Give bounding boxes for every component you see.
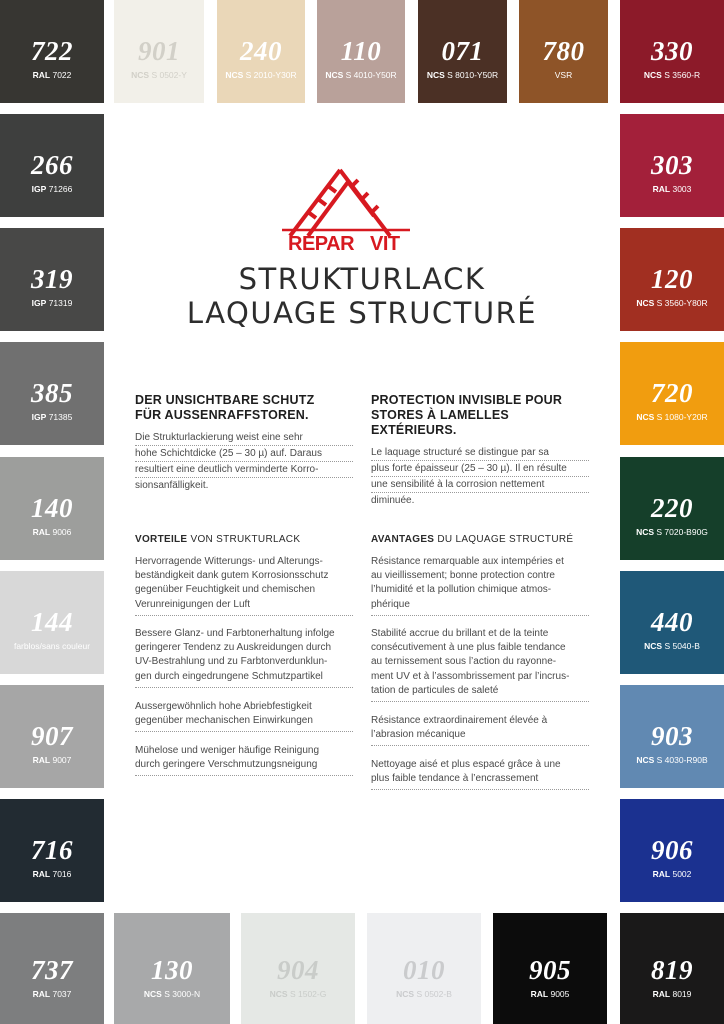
color-swatch	[0, 228, 104, 331]
color-swatch	[317, 0, 405, 103]
swatch-system: NCS	[636, 527, 655, 537]
swatch-system: RAL	[652, 184, 671, 194]
swatch-code-value: 7022	[52, 70, 72, 80]
swatch-code	[317, 70, 405, 80]
swatch-code-value: S 3560-Y80R	[656, 298, 708, 308]
de-advantages-heading: VORTEILE VON STRUKTURLACK	[135, 534, 301, 545]
title-line-1: STRUKTURLACK	[238, 262, 486, 296]
swatch-code	[620, 641, 724, 651]
swatch-number: 220	[651, 493, 693, 523]
swatch-code	[0, 412, 104, 422]
color-swatch	[418, 0, 507, 103]
swatch-system: NCS	[131, 70, 150, 80]
swatch-code	[114, 989, 230, 999]
swatch-number: 720	[651, 378, 693, 408]
color-swatch	[493, 913, 607, 1024]
color-swatch	[620, 228, 724, 331]
color-swatch	[0, 913, 104, 1024]
logo-text-right: VIT	[370, 233, 400, 252]
swatch-system: NCS	[143, 989, 162, 999]
de-intro	[135, 430, 353, 493]
swatch-code	[519, 70, 608, 80]
swatch-code-value: S 0502-Y	[151, 70, 187, 80]
swatch-code	[620, 298, 724, 308]
swatch-code	[0, 641, 104, 651]
color-swatch	[620, 571, 724, 674]
swatch-number: 819	[651, 955, 693, 985]
reparvit-logo	[278, 166, 418, 252]
swatch-number: 110	[340, 36, 382, 66]
swatch-code-value: S 2010-Y30R	[245, 70, 297, 80]
swatch-code-value: S 3560-R	[664, 70, 701, 80]
swatch-number: 906	[651, 835, 693, 865]
swatch-code	[114, 70, 204, 80]
swatch-number: 071	[441, 36, 484, 66]
de-heading	[135, 393, 353, 423]
swatch-number: 901	[138, 36, 180, 66]
color-swatch	[620, 685, 724, 788]
swatch-system: RAL	[32, 527, 51, 537]
swatch-code	[0, 184, 104, 194]
swatch-code	[0, 989, 104, 999]
swatch-code-value: farblos/sans couleur	[13, 641, 91, 651]
swatch-number: 330	[651, 36, 693, 66]
de-heading-line-1: DER UNSICHTBARE SCHUTZ	[135, 393, 315, 407]
swatch-number: 907	[31, 721, 73, 751]
swatch-number: 904	[277, 955, 319, 985]
de-intro-line: Die Strukturlackierung weist eine sehr	[135, 430, 353, 446]
swatch-number: 144	[31, 607, 73, 637]
swatch-code	[367, 989, 481, 999]
swatch-code-value: 71266	[48, 184, 73, 194]
swatch-code-value: 5002	[672, 869, 692, 879]
swatch-number: 716	[31, 835, 73, 865]
fr-advantage-item: Résistance remarquable aux intempéries et au vieillissement; bonne protection contre l’humidité et la pollution chimique atmos- phérique	[371, 555, 589, 616]
color-swatch	[0, 457, 104, 560]
fr-intro-line: plus forte épaisseur (25 – 30 µ). Il en résulte	[371, 461, 589, 477]
swatch-system: RAL	[32, 989, 51, 999]
swatch-code-value: 7016	[52, 869, 72, 879]
fr-advantages-heading: AVANTAGES DU LAQUAGE STRUCTURÉ	[371, 534, 574, 545]
fr-heading-line-1: PROTECTION INVISIBLE POUR	[371, 393, 563, 407]
logo-text-left: REPAR	[288, 233, 355, 252]
de-advantage-item: Bessere Glanz- und Farbtonerhaltung infolge geringerer Tendenz zu Auskreidungen durch UV-Bestrahlung und zu Farbtonverdunklun- gen durch eingedrungene Schmutzpartikel	[135, 627, 353, 688]
swatch-code-value: S 1502-G	[289, 989, 327, 999]
swatch-code	[620, 989, 724, 999]
swatch-number: 130	[151, 955, 193, 985]
color-swatch	[114, 0, 204, 103]
swatch-code-value: 71319	[48, 298, 73, 308]
de-advantage-item: Aussergewöhnlich hohe Abriebfestigkeit gegenüber mechanischen Einwirkungen	[135, 700, 353, 732]
swatch-code-value: 9007	[52, 755, 72, 765]
de-advantage-item: Mühelose und weniger häufige Reinigung durch geringere Verschmutzungsneigung	[135, 744, 353, 776]
fr-intro-line: Le laquage structuré se distingue par sa	[371, 445, 589, 461]
swatch-system: NCS	[269, 989, 288, 999]
fr-advantage-item: Nettoyage aisé et plus espacé grâce à une plus faible tendance à l’encrassement	[371, 758, 589, 790]
swatch-code-value: S 8010-Y50R	[447, 70, 499, 80]
color-swatch	[114, 913, 230, 1024]
swatch-number: 737	[31, 955, 73, 985]
swatch-code-value: S 1080-Y20R	[656, 412, 708, 422]
de-intro-line: resultiert eine deutlich verminderte Korro-	[135, 462, 353, 478]
swatch-code	[620, 755, 724, 765]
fr-intro-line: diminuée.	[371, 495, 415, 506]
french-column	[371, 393, 589, 793]
swatch-code	[241, 989, 355, 999]
swatch-system: RAL	[32, 755, 51, 765]
swatch-number: 385	[31, 378, 73, 408]
swatch-system: NCS	[225, 70, 244, 80]
color-swatch	[519, 0, 608, 103]
swatch-code	[0, 70, 104, 80]
fr-advantage-item: Stabilité accrue du brillant et de la teinte consécutivement à une plus faible tendance au ternissement sous l’action du rayonne- ment UV et à l’assombrissement par l’incrus- tation de particules de saleté	[371, 627, 589, 702]
de-intro-line: hohe Schichtdicke (25 – 30 µ) auf. Daraus	[135, 446, 353, 462]
swatch-number: 722	[31, 36, 73, 66]
swatch-code-value: S 4030-R90B	[656, 755, 708, 765]
swatch-code	[620, 527, 724, 537]
color-swatch	[620, 342, 724, 445]
color-swatch	[0, 685, 104, 788]
swatch-code-value: 7037	[52, 989, 72, 999]
color-swatch	[620, 114, 724, 217]
swatch-system: NCS	[636, 755, 655, 765]
swatch-code	[620, 70, 724, 80]
swatch-code-value: VSR	[554, 70, 573, 80]
swatch-code-value: S 3000-N	[164, 989, 201, 999]
swatch-code-value: S 5040-B	[664, 641, 700, 651]
swatch-code	[493, 989, 607, 999]
swatch-number: 140	[31, 493, 73, 523]
swatch-code-value: S 4010-Y50R	[345, 70, 397, 80]
title-line-2: LAQUAGE STRUCTURÉ	[186, 296, 538, 330]
swatch-code-value: 9006	[52, 527, 72, 537]
swatch-number: 266	[31, 150, 73, 180]
swatch-system: NCS	[396, 989, 415, 999]
swatch-number: 240	[240, 36, 282, 66]
swatch-number: 440	[651, 607, 693, 637]
color-swatch	[0, 114, 104, 217]
swatch-system: RAL	[652, 989, 671, 999]
swatch-system: IGP	[31, 412, 47, 422]
fr-intro-line: une sensibilité à la corrosion nettement	[371, 477, 589, 493]
swatch-code	[620, 412, 724, 422]
swatch-number: 780	[542, 36, 585, 66]
de-intro-line: sionsanfälligkeit.	[135, 480, 209, 491]
swatch-number: 303	[651, 150, 693, 180]
de-advantage-item: Hervorragende Witterungs- und Alterungs- beständigkeit dank gutem Korrosionsschutz gegenüber Feuchtigkeit und chemischen Verunreinigungen der Luft	[135, 555, 353, 616]
swatch-system: NCS	[636, 412, 655, 422]
swatch-code-value: 71385	[48, 412, 73, 422]
color-swatch	[0, 0, 104, 103]
swatch-system: NCS	[644, 641, 663, 651]
swatch-system: RAL	[32, 869, 51, 879]
fr-heading	[371, 393, 589, 438]
swatch-system: NCS	[325, 70, 344, 80]
swatch-system: RAL	[32, 70, 51, 80]
swatch-code	[620, 869, 724, 879]
swatch-system: IGP	[31, 298, 47, 308]
color-swatch	[0, 342, 104, 445]
swatch-system: IGP	[31, 184, 47, 194]
swatch-system: NCS	[643, 70, 662, 80]
fr-heading-line-2: STORES À LAMELLES EXTÉRIEURS.	[371, 408, 509, 437]
swatch-system: RAL	[530, 989, 549, 999]
swatch-code-value: S 0502-B	[416, 989, 452, 999]
swatch-code-value: 9005	[550, 989, 570, 999]
color-swatch	[241, 913, 355, 1024]
fr-intro	[371, 445, 589, 508]
swatch-code-value: 8019	[672, 989, 692, 999]
swatch-code-value: S 7020-B90G	[656, 527, 708, 537]
color-swatch	[620, 457, 724, 560]
color-swatch	[367, 913, 481, 1024]
swatch-number: 903	[651, 721, 693, 751]
swatch-code	[620, 184, 724, 194]
color-swatch	[0, 799, 104, 902]
swatch-code	[217, 70, 305, 80]
swatch-number: 319	[31, 264, 73, 294]
swatch-system: RAL	[652, 869, 671, 879]
german-column	[135, 393, 353, 793]
swatch-code	[418, 70, 507, 80]
swatch-code	[0, 869, 104, 879]
swatch-number: 010	[403, 955, 445, 985]
color-swatch	[620, 913, 724, 1024]
de-heading-line-2: FÜR AUSSENRAFFSTOREN.	[135, 408, 309, 422]
color-swatch	[620, 799, 724, 902]
color-swatch	[217, 0, 305, 103]
color-swatch	[0, 571, 104, 674]
swatch-code	[0, 527, 104, 537]
swatch-code	[0, 755, 104, 765]
color-swatch	[620, 0, 724, 103]
swatch-code-value: 3003	[672, 184, 692, 194]
swatch-code	[0, 298, 104, 308]
swatch-number: 905	[529, 955, 571, 985]
swatch-number: 120	[651, 264, 693, 294]
swatch-system: NCS	[636, 298, 655, 308]
fr-advantage-item: Résistance extraordinairement élevée à l’abrasion mécanique	[371, 714, 589, 746]
swatch-system: NCS	[426, 70, 445, 80]
